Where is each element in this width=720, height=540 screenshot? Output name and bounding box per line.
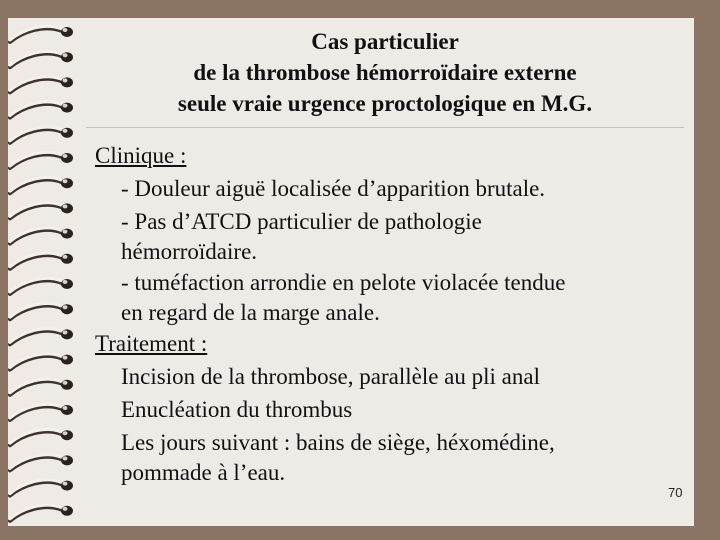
binding-ring bbox=[10, 152, 73, 168]
binding-ring bbox=[10, 253, 73, 269]
binding-ring bbox=[10, 379, 73, 395]
title-line-3: seule vraie urgence proctologique en M.G. bbox=[177, 91, 593, 116]
binding-ring bbox=[10, 354, 73, 370]
binding-ring bbox=[10, 26, 73, 42]
binding-ring bbox=[10, 455, 73, 471]
binding-ring bbox=[10, 102, 73, 118]
binding-ring bbox=[10, 505, 73, 521]
binding-ring bbox=[10, 52, 73, 68]
page-number: 70 bbox=[668, 485, 683, 500]
traitement-heading: Traitement : bbox=[95, 331, 208, 356]
title-divider bbox=[86, 127, 684, 128]
clinique-item-2: - Pas d’ATCD particulier de pathologie bbox=[121, 209, 482, 234]
slide-body bbox=[95, 139, 685, 487]
binding-ring bbox=[10, 228, 73, 244]
binding-ring bbox=[10, 127, 73, 143]
spiral-binding-icon bbox=[0, 0, 84, 540]
title-line-1: Cas particulier bbox=[311, 29, 459, 54]
binding-ring bbox=[10, 329, 73, 345]
binding-ring bbox=[10, 304, 73, 320]
binding-ring bbox=[10, 278, 73, 294]
binding-ring bbox=[10, 178, 73, 194]
traitement-item-3: Les jours suivant : bains de siège, héxomédine, bbox=[121, 430, 555, 455]
title-line-2: de la thrombose hémorroïdaire externe bbox=[193, 60, 577, 85]
binding-ring bbox=[10, 480, 73, 496]
clinique-item-3-cont: en regard de la marge anale. bbox=[121, 300, 380, 325]
binding-ring bbox=[10, 430, 73, 446]
traitement-item-2: Enucléation du thrombus bbox=[121, 397, 353, 422]
binding-ring bbox=[10, 404, 73, 420]
binding-ring bbox=[10, 77, 73, 93]
clinique-heading: Clinique : bbox=[95, 143, 187, 168]
clinique-item-3: - tuméfaction arrondie en pelote violacée tendue bbox=[121, 270, 566, 295]
slide-title bbox=[86, 26, 684, 119]
clinique-item-1: - Douleur aiguë localisée d’apparition brutale. bbox=[121, 176, 546, 201]
clinique-item-2-cont: hémorroïdaire. bbox=[121, 239, 258, 264]
binding-ring bbox=[10, 203, 73, 219]
traitement-item-1: Incision de la thrombose, parallèle au pli anal bbox=[121, 364, 540, 389]
traitement-item-3-cont: pommade à l’eau. bbox=[121, 460, 286, 485]
